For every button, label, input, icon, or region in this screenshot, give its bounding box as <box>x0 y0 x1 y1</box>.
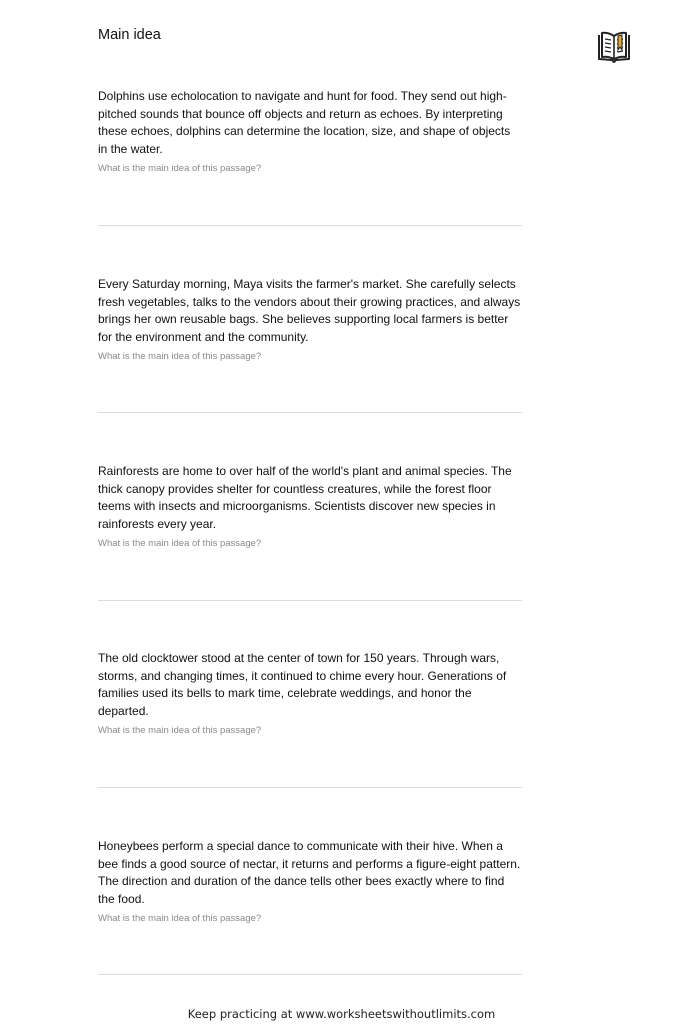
passage-text: Every Saturday morning, Maya visits the farmer's market. She carefully selects fresh vegetables, talks to the vendors about their growing practices, and always brings her own reusable bags. She believes supporting local farmers is better for the environment and the community. <box>98 277 521 344</box>
question-block-4 <box>98 650 522 737</box>
answer-line[interactable] <box>98 412 522 413</box>
question-prompt: What is the main idea of this passage? <box>98 351 262 362</box>
passage-text: Rainforests are home to over half of the world's plant and animal species. The thick canopy provides shelter for countless creatures, while the forest floor teems with insects and microorganisms. Scientists discover new species in rainforests every year. <box>98 464 512 531</box>
question-block-3 <box>98 463 522 550</box>
question-prompt: What is the main idea of this passage? <box>98 725 262 736</box>
open-book-icon <box>596 30 632 64</box>
answer-line[interactable] <box>98 787 522 788</box>
passage-text: The old clocktower stood at the center of town for 150 years. Through wars, storms, and changing times, it continued to chime every hour. Generations of families used its bells to mark time, celebrate weddings, and honor the departed. <box>98 651 507 718</box>
question-prompt: What is the main idea of this passage? <box>98 913 262 924</box>
answer-line[interactable] <box>98 225 522 226</box>
question-prompt: What is the main idea of this passage? <box>98 538 262 549</box>
question-block-1 <box>98 88 522 175</box>
answer-line[interactable] <box>98 600 522 601</box>
footer-text: Keep practicing at www.worksheetswithoutlimits.com <box>187 1007 496 1021</box>
question-block-5 <box>98 838 522 925</box>
passage-text: Honeybees perform a special dance to communicate with their hive. When a bee finds a good source of nectar, it returns and performs a figure-eight pattern. The direction and duration of the dance tells other bees exactly where to find the food. <box>98 839 521 906</box>
worksheet-title: Main idea <box>98 27 161 43</box>
passage-text: Dolphins use echolocation to navigate and hunt for food. They send out high-pitched sounds that bounce off objects and return as echoes. By interpreting these echoes, dolphins can determine the location, size, and shape of objects in the water. <box>98 89 511 156</box>
question-prompt: What is the main idea of this passage? <box>98 163 262 174</box>
question-block-2 <box>98 276 522 363</box>
answer-line[interactable] <box>98 974 522 975</box>
